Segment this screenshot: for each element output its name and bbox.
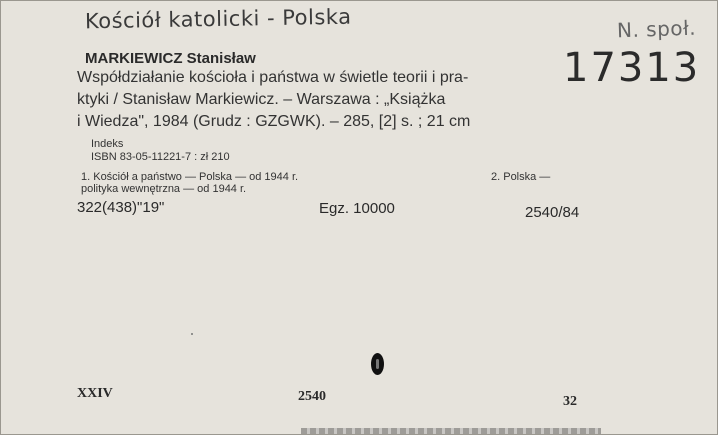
isbn: ISBN 83-05-11221-7 : zł 210	[91, 151, 230, 163]
catalog-number: 17313	[563, 45, 701, 91]
footer-right: 32	[563, 394, 577, 409]
classification: 322(438)"19"	[77, 199, 165, 216]
footer-left: XXIV	[77, 386, 113, 401]
punch-hole-inner	[376, 359, 379, 369]
copies: Egz. 10000	[319, 200, 395, 217]
handwritten-note: N. społ.	[616, 15, 697, 43]
footer-center: 2540	[298, 389, 326, 404]
title-line-2: ktyki / Stanisław Markiewicz. – Warszawa : „Książka	[77, 91, 446, 108]
card-number: 2540/84	[525, 204, 580, 221]
scuff-mark	[191, 333, 193, 335]
index-label: Indeks	[91, 138, 124, 150]
subject-line-2: polityka wewnętrzna — od 1944 r.	[81, 183, 247, 195]
title-line-1: Współdziałanie kościoła i państwa w świetle teorii i pra-	[77, 69, 469, 86]
handwritten-heading: Kościół katolicki - Polska	[84, 4, 352, 34]
subject-line-1: 1. Kościół a państwo — Polska — od 1944 r.	[81, 171, 299, 183]
title-line-3: i Wiedza", 1984 (Grudz : GZGWK). – 285, [2] s. ; 21 cm	[77, 113, 471, 130]
author: MARKIEWICZ Stanisław	[85, 50, 256, 67]
bottom-edge-stripe	[301, 428, 601, 434]
subject-line-1-right: 2. Polska —	[491, 171, 551, 183]
